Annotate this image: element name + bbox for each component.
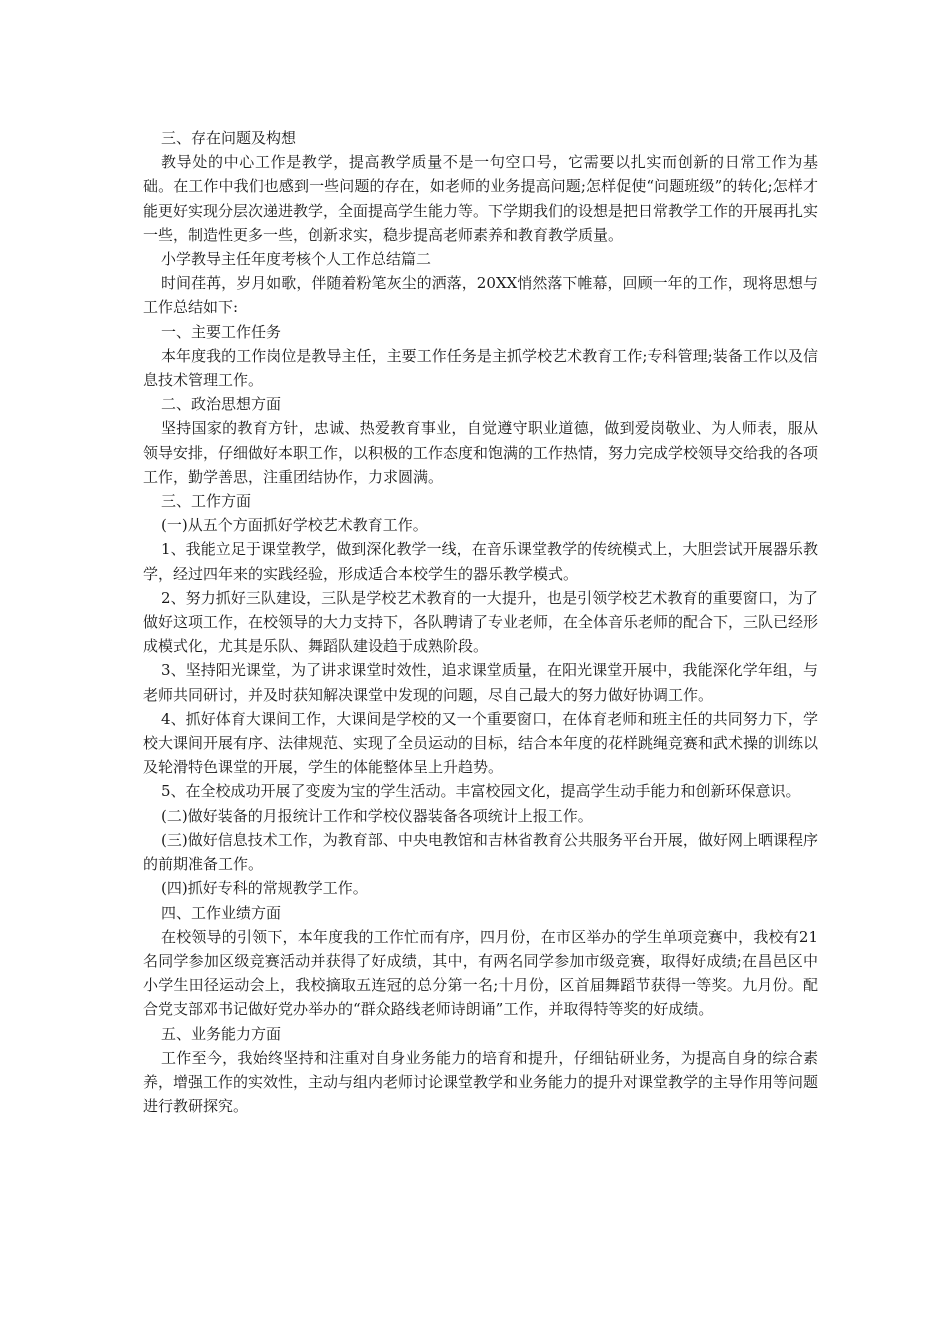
subsection-heading: (三)做好信息技术工作，为教育部、中央电教馆和吉林省教育公共服务平台开展，做好网上晒课程序的前期准备工作。 — [143, 830, 818, 874]
paragraph: 工作至今，我始终坚持和注重对自身业务能力的培育和提升，仔细钻研业务，为提高自身的综合素养，增强工作的实效性，主动与组内老师讨论课堂教学和业务能力的提升对课堂教学的主导作用等问题进行教研探究。 — [143, 1048, 819, 1116]
document-body — [143, 126, 818, 1118]
paragraph: 坚持国家的教育方针，忠诚、热爱教育事业，自觉遵守职业道德，做到爱岗敬业、为人师表，服从领导安排，仔细做好本职工作，以积极的工作态度和饱满的工作热情，努力完成学校领导交给我的各项工作，勤学善思，注重团结协作，力求圆满。 — [143, 419, 819, 486]
subsection-heading: (四)抓好专科的常规教学工作。 — [161, 879, 368, 898]
paragraph: 时间荏苒，岁月如歌，伴随着粉笔灰尘的洒落，20XX悄然落下帷幕，回顾一年的工作，现将思想与工作总结如下: — [143, 274, 818, 317]
section-heading-political: 二、政治思想方面 — [161, 395, 282, 414]
list-item: 5、在全校成功开展了变废为宝的学生活动。丰富校园文化，提高学生动手能力和创新环保意识。 — [161, 782, 801, 801]
section-heading-ability: 五、业务能力方面 — [161, 1024, 282, 1043]
section-heading-work: 三、工作方面 — [161, 492, 252, 511]
list-item: 4、抓好体育大课间工作，大课间是学校的又一个重要窗口，在体育老师和班主任的共同努力下，学校大课间开展有序、法律规范、实现了全员运动的目标，结合本年度的花样跳绳竞赛和武术操的训练以及轮滑特色课堂的开展，学生的体能整体呈上升趋势。 — [143, 709, 819, 777]
list-item: 3、坚持阳光课堂，为了讲求课堂时效性，追求课堂质量，在阳光课堂开展中，我能深化学年组，与老师共同研讨，并及时获知解决课堂中发现的问题，尽自己最大的努力做好协调工作。 — [143, 661, 818, 704]
paragraph: 在校领导的引领下，本年度我的工作忙而有序，四月份，在市区举办的学生单项竞赛中，我校有21名同学参加区级竞赛活动并获得了好成绩，其中，有两名同学参加市级竞赛，取得好成绩;在昌邑区中小学生田径运动会上，我校摘取五连冠的总分第一名;十月份，区首届舞蹈节获得一等奖。九月份。配合党支部邓书记做好党办举办的“群众路线老师诗朗诵”工作，并取得特等奖的好成绩。 — [143, 927, 818, 1019]
subsection-heading: (一)从五个方面抓好学校艺术教育工作。 — [161, 516, 428, 535]
paragraph: 本年度我的工作岗位是教导主任，主要工作任务是主抓学校艺术教育工作;专科管理;装备工作以及信息技术管理工作。 — [143, 346, 818, 390]
list-item: 2、努力抓好三队建设，三队是学校艺术教育的一大提升，也是引领学校艺术教育的重要窗口，为了做好这项工作，在校领导的大力支持下，各队聘请了专业老师，在全体音乐老师的配合下，三队已经形成模式化，尤其是乐队、舞蹈队建设趋于成熟阶段。 — [143, 588, 819, 656]
section-heading-main-tasks: 一、主要工作任务 — [161, 322, 282, 341]
subsection-heading: (二)做好装备的月报统计工作和学校仪器装备各项统计上报工作。 — [161, 806, 593, 825]
list-item: 1、我能立足于课堂教学，做到深化教学一线，在音乐课堂教学的传统模式上，大胆尝试开展器乐教学，经过四年来的实践经验，形成适合本校学生的器乐教学模式。 — [143, 540, 818, 583]
paragraph: 教导处的中心工作是教学，提高教学质量不是一句空口号，它需要以扎实而创新的日常工作为基础。在工作中我们也感到一些问题的存在，如老师的业务提高问题;怎样促使“问题班级”的转化;怎样才能更好实现分层次递进教学，全面提高学生能力等。下学期我们的设想是把日常教学工作的开展再扎实一些，制造性更多一些，创新求实，稳步提高老师素养和教育教学质量。 — [143, 153, 819, 244]
article-title: 小学教导主任年度考核个人工作总结篇二 — [161, 250, 432, 269]
section-heading-problems: 三、存在问题及构想 — [161, 129, 297, 147]
section-heading-achievements: 四、工作业绩方面 — [161, 903, 282, 922]
